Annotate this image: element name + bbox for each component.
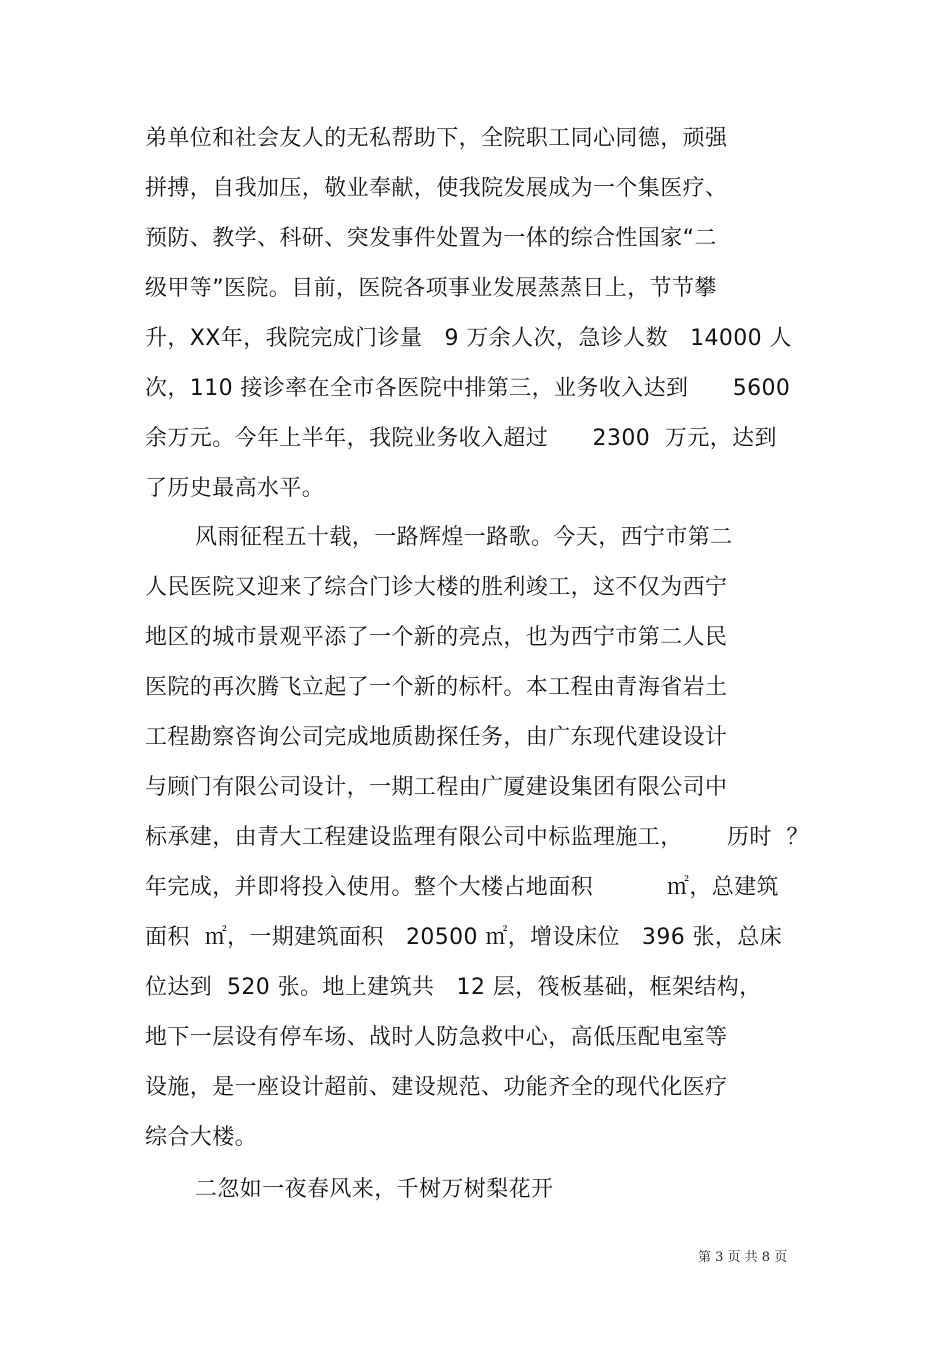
text-line: 年完成，并即将投入使用。整个大楼占地面积 ㎡，总建筑 (145, 875, 779, 900)
text-line: 弟单位和社会友人的无私帮助下，全院职工同心同德，顽强 (145, 126, 728, 151)
text-line: 预防、教学、科研、突发事件处置为一体的综合性国家“二 (145, 226, 717, 251)
text-line: 拼搏，自我加压，敬业奉献，使我院发展成为一个集医疗、 (145, 176, 728, 201)
text-line: 面积 ㎡，一期建筑面积 20500 ㎡，增设床位 396 张，总床 (145, 925, 783, 950)
text-line: 人民医院又迎来了综合门诊大楼的胜利竣工，这不仅为西宁 (145, 575, 728, 600)
text-line: 风雨征程五十载，一路辉煌一路歌。今天，西宁市第二 (195, 525, 733, 550)
text-line: 综合大楼。 (145, 1125, 258, 1150)
text-line: 设施，是一座设计超前、建设规范、功能齐全的现代化医疗 (145, 1075, 728, 1100)
text-line: 地区的城市景观平添了一个新的亮点，也为西宁市第二人民 (145, 625, 728, 650)
text-line: 升，XX年，我院完成门诊量 9 万余人次，急诊人数 14000 人 (145, 326, 792, 351)
section-heading: 二忽如一夜春风来，千树万树梨花开 (195, 1177, 554, 1202)
text-line: 次，110 接诊率在全市各医院中排第三，业务收入达到 5600 (145, 376, 791, 401)
text-line: 位达到 520 张。地上建筑共 12 层，筏板基础，框架结构， (145, 975, 762, 1000)
text-line: 与顾门有限公司设计，一期工程由广厦建设集团有限公司中 (145, 775, 728, 800)
text-line: 医院的再次腾飞立起了一个新的标杆。本工程由青海省岩土 (145, 675, 728, 700)
text-line: 标承建，由青大工程建设监理有限公司中标监理施工， 历时 ？ (145, 825, 809, 850)
text-line: 级甲等”医院。目前，医院各项事业发展蒸蒸日上，节节攀 (145, 276, 717, 301)
text-line: 工程勘察咨询公司完成地质勘探任务，由广东现代建设设计 (145, 725, 728, 750)
page-number-footer: 第 3 页 共 8 页 (698, 1250, 788, 1265)
text-line: 余万元。今年上半年，我院业务收入超过 2300 万元，达到 (145, 426, 777, 451)
text-line: 了历史最高水平。 (145, 476, 325, 501)
text-line: 地下一层设有停车场、战时人防急救中心，高低压配电室等 (145, 1025, 728, 1050)
